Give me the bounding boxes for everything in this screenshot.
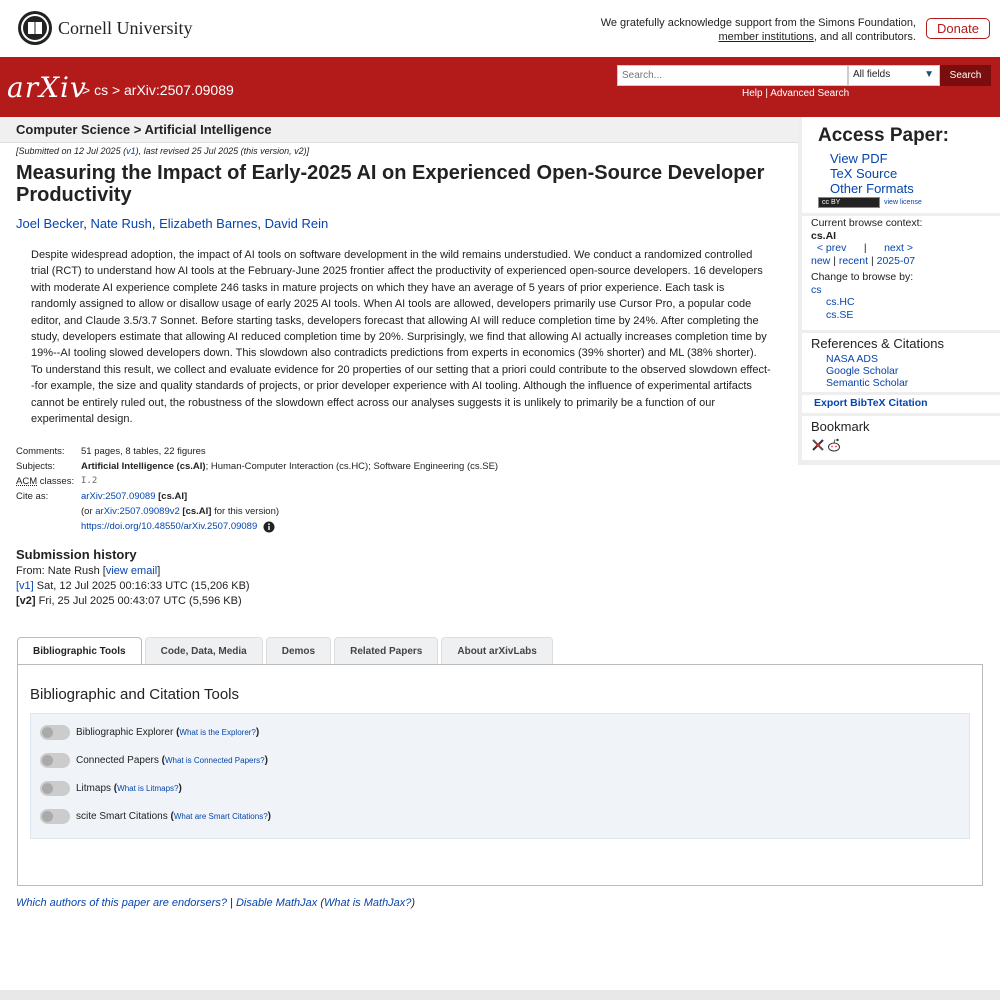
info-icon[interactable] <box>263 521 275 533</box>
toggle-help-link[interactable]: What are Smart Citations? <box>173 812 268 821</box>
author-link[interactable]: Nate Rush <box>90 216 152 231</box>
doi-link[interactable]: https://doi.org/10.48550/arXiv.2507.09089 <box>81 521 258 532</box>
license <box>818 197 922 208</box>
acm-value: I.2 <box>81 476 98 486</box>
browse-box <box>802 216 1000 330</box>
toggle-row-litmaps: Litmaps ( What is Litmaps? ) <box>40 781 182 796</box>
reddit-icon[interactable] <box>827 438 841 452</box>
new-link[interactable]: new <box>811 254 831 267</box>
cite-values <box>81 489 279 534</box>
cite-version-rest: for this version) <box>211 506 280 517</box>
view-license-link[interactable]: view license <box>884 199 922 206</box>
donate-button[interactable]: Donate <box>926 18 990 39</box>
references-title: References & Citations <box>811 336 944 351</box>
search-input[interactable] <box>617 65 848 86</box>
nasa-ads-link[interactable]: NASA ADS <box>826 353 878 365</box>
search-field-select[interactable] <box>848 65 940 86</box>
cite-or: (or <box>81 506 96 517</box>
subheader <box>0 117 798 143</box>
recent-link[interactable]: recent <box>838 254 869 267</box>
bookmark-box <box>802 416 1000 460</box>
disable-mathjax-link[interactable]: Disable MathJax <box>235 897 318 909</box>
toggle-label: Bibliographic Explorer <box>76 727 174 738</box>
header-breadcrumb[interactable]: > cs > arXiv:2507.09089 <box>82 82 234 98</box>
new-recent-month <box>811 255 922 268</box>
from-close: ] <box>157 565 161 577</box>
search-button[interactable]: Search <box>940 65 991 86</box>
browse-context-label: Current browse context: <box>811 217 923 229</box>
cite-label: Cite as: <box>16 491 49 502</box>
dateline-v1-link[interactable]: v1 <box>126 146 136 156</box>
category-breadcrumb: Computer Science > Artificial Intelligence <box>16 122 272 137</box>
submitted-by <box>16 564 250 579</box>
ack-line-2 <box>601 30 916 44</box>
version-row <box>16 594 250 609</box>
help-separator: | <box>762 88 771 99</box>
cite-category: [cs.AI] <box>155 491 188 502</box>
cite-version-category: [cs.AI] <box>179 506 212 517</box>
ack-line-1: We gratefully acknowledge support from the Simons Foundation, <box>600 17 916 29</box>
member-institutions-link[interactable]: member institutions <box>718 31 814 43</box>
primary-subject: Artificial Intelligence (cs.AI) <box>81 461 206 472</box>
author-separator: , <box>83 216 91 231</box>
metadata-row-cite <box>16 489 498 534</box>
metadata-table <box>16 444 498 534</box>
tab-panel <box>17 664 983 886</box>
submission-history <box>16 547 250 609</box>
footer-band <box>0 990 1000 1000</box>
other-subjects: ; Human-Computer Interaction (cs.HC); Software Engineering (cs.SE) <box>205 461 499 472</box>
sidebar <box>798 117 1000 465</box>
access-paper-box <box>802 117 1000 213</box>
v1-date: Sat, 12 Jul 2025 00:16:33 UTC (15,206 KB) <box>33 580 250 592</box>
litmaps-toggle[interactable] <box>40 781 70 796</box>
toggle-list <box>30 713 970 839</box>
arxiv-header <box>0 57 1000 117</box>
panel-title: Bibliographic and Citation Tools <box>30 686 240 703</box>
toggle-help-link[interactable]: What is Litmaps? <box>117 784 179 793</box>
prev-next-separator: | <box>863 242 867 254</box>
google-scholar-link[interactable]: Google Scholar <box>826 365 899 377</box>
other-formats-link[interactable]: Other Formats <box>830 181 914 196</box>
next-link[interactable]: next > <box>884 242 913 254</box>
comments-label: Comments: <box>16 446 65 457</box>
advanced-search-link[interactable]: Advanced Search <box>770 88 850 99</box>
acm-abbr: ACM <box>16 476 38 487</box>
browse-cat-cs-hc[interactable]: cs.HC <box>826 296 855 308</box>
metadata-row-acm <box>16 474 498 489</box>
arxiv-logo[interactable]: arXiv <box>7 71 87 104</box>
bibliographic-explorer-toggle[interactable] <box>40 725 70 740</box>
browse-context <box>811 217 922 321</box>
cornell-university-name[interactable]: Cornell University <box>58 18 193 38</box>
tab-bibliographic-tools[interactable]: Bibliographic Tools <box>17 637 142 666</box>
abstract-text: Despite widespread adoption, the impact of AI tools on software development in the wild remains understudied. We conduct a randomized controlled trial (RCT) to understand how AI tools at the February-June 2025 frontier affect the productivity of experienced open-source developers. 16 developers with moderate AI experience complete 246 tasks in mature projects on which they have an average of 5 years of prior experience. Each task is randomly assigned to allow or disallow usage of early 2025 AI tools. When AI tools are allowed, developers primarily use Cursor Pro, a popular code editor, and Claude 3.5/3.7 Sonnet. Before starting tasks, developers forecast that allowing AI will reduce completion time by 24%. After completing the study, developers estimate that allowing AI reduced completion time by 20%. Surprisingly, we find that allowing AI actually increases completion time by 19%--AI tooling slowed developers down. This slowdown also contradicts predictions from experts in economics (39% shorter) and ML (38% shorter). To understand this result, we collect and evaluate evidence for 20 properties of our setting that a priori could contribute to the observed slowdown effect--for example, the size and quality standards of projects, or prior developer experience with AI tooling. Although the influence of experimental artifacts cannot be entirely ruled out, the robustness of the slowdown effect across our analyses suggests it is unlikely to primarily be a function of our experimental design. <box>31 249 771 426</box>
header-help-links <box>742 88 849 99</box>
subjects-value <box>81 459 498 474</box>
metadata-row-subjects <box>16 459 498 474</box>
footer-separator: | <box>226 897 236 909</box>
toggle-row-scite: scite Smart Citations ( What are Smart Citations? ) <box>40 809 271 824</box>
author-link[interactable]: Joel Becker <box>16 216 84 231</box>
acm-label-rest: classes: <box>37 476 75 487</box>
search-field-value: All fields <box>853 69 891 80</box>
access-paper-title: Access Paper: <box>818 125 949 146</box>
metadata-row-comments <box>16 444 498 459</box>
tab-related-papers[interactable]: Related Papers <box>334 637 438 665</box>
references-links <box>826 353 908 389</box>
version-row <box>16 579 250 594</box>
help-link[interactable]: Help <box>742 88 763 99</box>
browse-cat-cs-se[interactable]: cs.SE <box>826 308 854 321</box>
toggle-label: Litmaps <box>76 783 112 794</box>
references-box <box>802 333 1000 392</box>
dateline-suffix: ), last revised 25 Jul 2025 (this version, v2)] <box>135 146 310 156</box>
from-label: From: Nate Rush [ <box>16 565 106 577</box>
prev-link[interactable]: < prev <box>816 242 847 254</box>
scite-smart-citations-toggle[interactable] <box>40 809 70 824</box>
connected-papers-toggle[interactable] <box>40 753 70 768</box>
toggle-label: Connected Papers <box>76 755 159 766</box>
view-email-link[interactable]: view email <box>105 565 158 577</box>
author-link[interactable]: David Rein <box>264 216 329 231</box>
recent-month-separator: | <box>870 254 874 267</box>
author-separator: , <box>257 216 265 231</box>
tab-demos[interactable]: Demos <box>266 637 331 665</box>
toggle-help-link[interactable]: What is the Explorer? <box>179 728 256 737</box>
cc-by-license-icon[interactable]: cc BY <box>818 197 880 208</box>
toggle-row-connected-papers: Connected Papers ( What is Connected Papers? ) <box>40 753 268 768</box>
submission-dateline <box>16 146 786 156</box>
subjects-label: Subjects: <box>16 461 56 472</box>
export-bibtex-link[interactable]: Export BibTeX Citation <box>814 397 928 409</box>
new-recent-separator: | <box>833 254 836 267</box>
comments-value: 51 pages, 8 tables, 22 figures <box>81 446 206 457</box>
author-separator: , <box>151 216 160 231</box>
browse-cat-cs[interactable]: cs <box>811 283 822 296</box>
toggle-label: scite Smart Citations <box>76 811 168 822</box>
tab-code-data-media[interactable]: Code, Data, Media <box>145 637 263 665</box>
top-bar <box>0 0 1000 57</box>
paper-title: Measuring the Impact of Early-2025 AI on Experienced Open-Source Developer Productivity <box>16 162 765 206</box>
browse-context-value: cs.AI <box>811 229 837 242</box>
labs-tabs <box>17 637 553 666</box>
ack-line-2-rest: , and all contributors. <box>813 31 916 43</box>
tab-about-arxivlabs[interactable]: About arXivLabs <box>441 637 552 665</box>
cite-version-link[interactable]: arXiv:2507.09089v2 <box>95 506 180 517</box>
v2-date: Fri, 25 Jul 2025 00:43:07 UTC (5,596 KB) <box>35 595 242 607</box>
acknowledgement <box>601 16 916 44</box>
bookmark-title: Bookmark <box>811 419 870 434</box>
cite-arxiv-link[interactable]: arXiv:2507.09089 <box>81 491 156 502</box>
access-links <box>830 151 914 196</box>
prev-next <box>811 242 922 255</box>
month-link[interactable]: 2025-07 <box>876 254 916 267</box>
change-browse-label: Change to browse by: <box>811 271 914 283</box>
toggle-help-link[interactable]: What is Connected Papers? <box>164 756 265 765</box>
chevron-down-icon: ▼ <box>924 69 934 80</box>
bibtex-box <box>802 395 1000 413</box>
dateline-prefix: [Submitted on 12 Jul 2025 ( <box>16 146 127 156</box>
author-list <box>16 216 786 231</box>
v2-label: [v2] <box>16 595 36 607</box>
v1-link[interactable]: [v1] <box>16 580 34 592</box>
bibsonomy-icon[interactable] <box>811 438 825 452</box>
what-is-mathjax-link[interactable]: What is MathJax? <box>324 897 412 909</box>
author-link[interactable]: Elizabeth Barnes <box>159 216 258 231</box>
footer-links: Which authors of this paper are endorsers? | Disable MathJax (What is MathJax?) <box>16 897 416 909</box>
bookmark-icons <box>811 438 841 452</box>
view-pdf-link[interactable]: View PDF <box>830 151 888 166</box>
tex-source-link[interactable]: TeX Source <box>830 166 898 181</box>
submission-history-title: Submission history <box>16 547 137 562</box>
acm-label <box>16 474 81 489</box>
cornell-seal-icon[interactable] <box>17 10 53 46</box>
abstract-main <box>16 146 786 427</box>
endorsers-link[interactable]: Which authors of this paper are endorsers? <box>16 897 227 909</box>
semantic-scholar-link[interactable]: Semantic Scholar <box>826 377 909 389</box>
toggle-row-explorer: Bibliographic Explorer ( What is the Explorer? ) <box>40 725 259 740</box>
